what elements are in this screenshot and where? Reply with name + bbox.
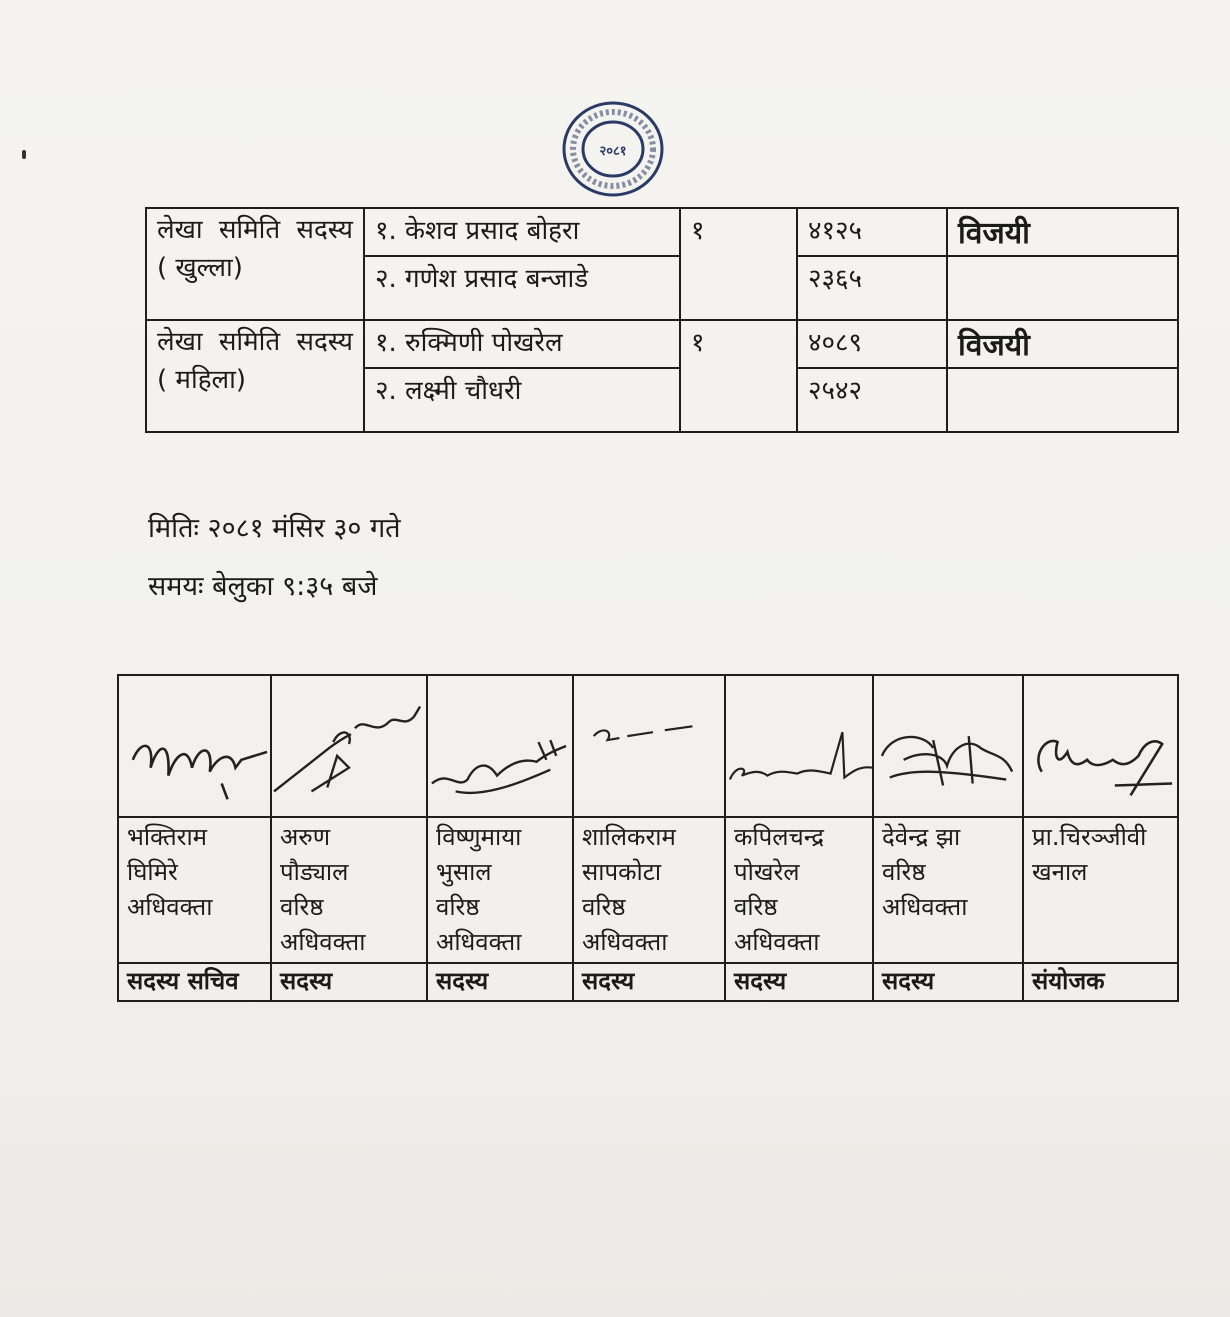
handwritten-signature — [428, 676, 572, 816]
signatory-name: देवेन्द्र झा वरिष्ठ अधिवक्ता — [873, 817, 1023, 963]
signatory-name: अरुण पौड्याल वरिष्ठ अधिवक्ता — [271, 817, 427, 963]
vote-count: ४१२५ — [797, 208, 947, 256]
candidate-name: १. केशव प्रसाद बोहरा — [364, 208, 680, 256]
winner-status — [947, 368, 1178, 432]
table-row — [146, 208, 1178, 256]
organization-seal — [561, 100, 665, 198]
signatory-role-row — [118, 963, 1178, 1001]
signature-cell — [725, 675, 873, 817]
election-results-table — [145, 207, 1179, 433]
signatory-role: सदस्य — [573, 963, 725, 1001]
handwritten-signature — [726, 676, 872, 816]
signatory-role: सदस्य सचिव — [118, 963, 271, 1001]
signatory-role: सदस्य — [725, 963, 873, 1001]
seal-year: २०८१ — [599, 144, 627, 159]
vote-count: ४०८९ — [797, 320, 947, 368]
signatory-role: संयोजक — [1023, 963, 1178, 1001]
handwritten-signature — [574, 676, 724, 816]
candidate-name: २. गणेश प्रसाद बन्जाडे — [364, 256, 680, 320]
signature-cell — [573, 675, 725, 817]
post-count: १ — [680, 208, 797, 320]
winner-status: विजयी — [947, 208, 1178, 256]
signature-cell — [427, 675, 573, 817]
signatory-name: प्रा.चिरञ्जीवी खनाल — [1023, 817, 1178, 963]
handwritten-signature — [874, 676, 1022, 816]
time-line: समयः बेलुका ९:३५ बजे — [148, 571, 378, 602]
signatory-name: कपिलचन्द्र पोखरेल वरिष्ठ अधिवक्ता — [725, 817, 873, 963]
signatory-role: सदस्य — [271, 963, 427, 1001]
signature-cell — [873, 675, 1023, 817]
candidate-name: २. लक्ष्मी चौधरी — [364, 368, 680, 432]
signature-table — [117, 674, 1179, 1002]
signatory-role: सदस्य — [873, 963, 1023, 1001]
vote-count: २३६५ — [797, 256, 947, 320]
winner-status — [947, 256, 1178, 320]
candidate-name: १. रुक्मिणी पोखरेल — [364, 320, 680, 368]
signatory-name-row — [118, 817, 1178, 963]
signatory-name: विष्णुमाया भुसाल वरिष्ठ अधिवक्ता — [427, 817, 573, 963]
date-line: मितिः २०८१ मंसिर ३० गते — [148, 513, 401, 544]
signature-cell — [118, 675, 271, 817]
post-cell: लेखा समिति सदस्य ( महिला) — [146, 320, 364, 432]
signatory-role: सदस्य — [427, 963, 573, 1001]
winner-status: विजयी — [947, 320, 1178, 368]
post-count: १ — [680, 320, 797, 432]
post-cell: लेखा समिति सदस्य ( खुल्ला) — [146, 208, 364, 320]
signature-cell — [271, 675, 427, 817]
table-row — [146, 320, 1178, 368]
signatory-name: शालिकराम सापकोटा वरिष्ठ अधिवक्ता — [573, 817, 725, 963]
handwritten-signature — [272, 676, 426, 816]
signature-row — [118, 675, 1178, 817]
signatory-name: भक्तिराम घिमिरे अधिवक्ता — [118, 817, 271, 963]
vote-count: २५४२ — [797, 368, 947, 432]
signature-cell — [1023, 675, 1178, 817]
stray-ink-mark — [22, 150, 26, 159]
handwritten-signature — [119, 676, 270, 816]
handwritten-signature — [1024, 676, 1177, 816]
